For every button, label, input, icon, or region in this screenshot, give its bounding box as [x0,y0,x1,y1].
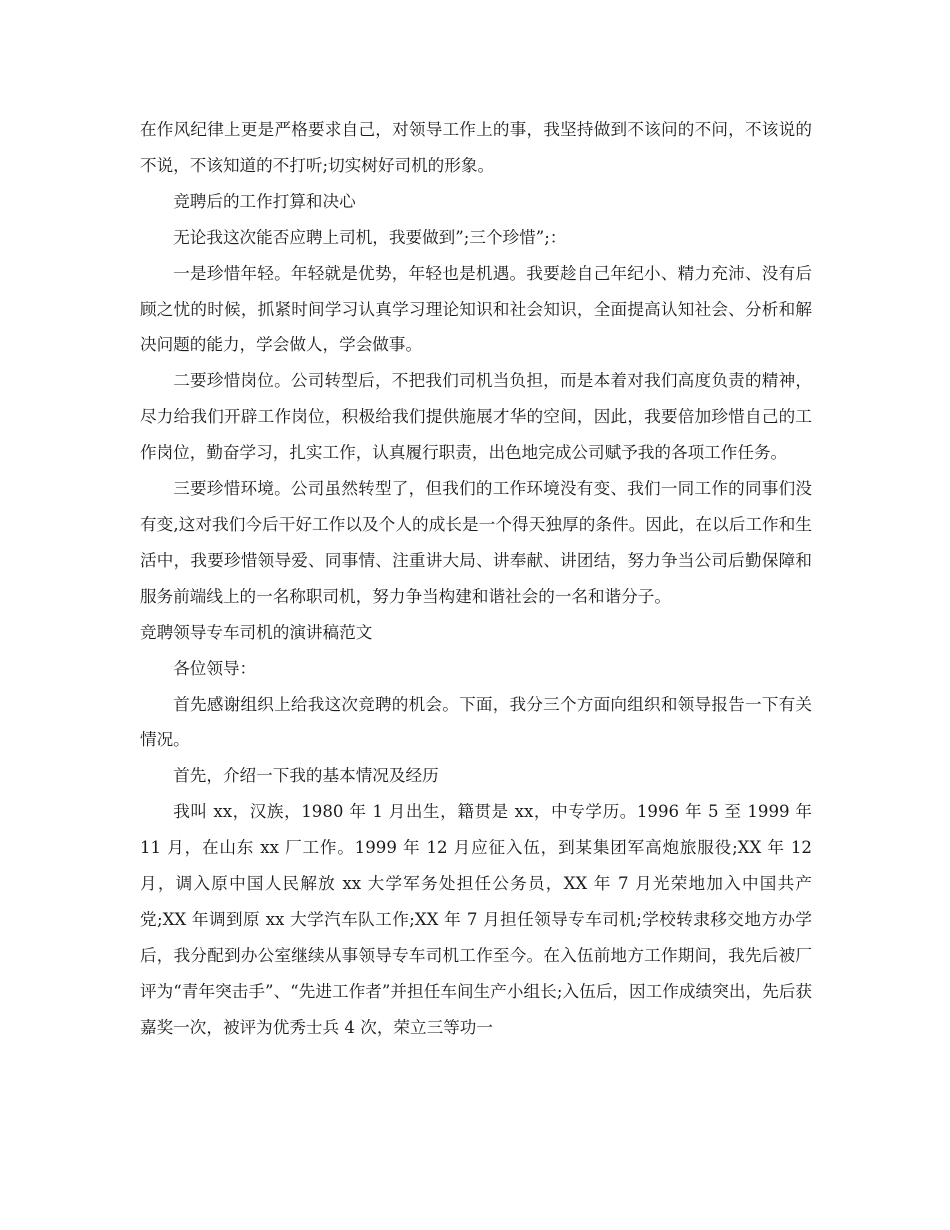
paragraph: 无论我这次能否应聘上司机，我要做到”;三个珍惜”;： [173,227,567,247]
paragraph: 首先感谢组织上给我这次竞聘的机会。下面，我分三个方面向组织和领导报告一下有关情况。 [140,694,812,750]
paragraph: 我叫 xx，汉族，1980 年 1 月出生，籍贯是 xx，中专学历。1996 年 5 至 1999 年 11 月，在山东 xx 厂工作。1999 年 12 月应征入伍，到某集团军高炮旅服役;XX 年 12 月，调入原中国人民解放 xx 大学军务处担任公务员，XX 年 7 月光荣地加入中国共产党;XX 年调到原 xx 大学汽车队工作;XX 年 7 月担任领导专车司机;学校转隶移交地方办学后，我分配到办公室继续从事领导专车司机工作至今。在入伍前地方工作期间，我先后被厂评为“青年突击手”、“先进工作者”并担任车间生产小组长;入伍后，因工作成绩突出，先后获嘉奖一次，被评为优秀士兵 4 次，荣立三等功一 [140,802,812,1037]
document-body [140,112,812,1046]
salutation: 各位领导： [173,658,257,678]
paragraph: 一是珍惜年轻。年轻就是优势，年轻也是机遇。我要趁自己年纪小、精力充沛、没有后顾之忧的时候，抓紧时间学习认真学习理论知识和社会知识，全面提高认知社会、分析和解决问题的能力，学会做人，学会做事。 [140,263,812,355]
document-title: 竞聘领导专车司机的演讲稿范文 [140,622,373,642]
paragraph-continued: 在作风纪律上更是严格要求自己，对领导工作上的事，我坚持做到不该问的不问，不该说的不说，不该知道的不打听;切实树好司机的形象。 [140,120,812,175]
paragraph: 三要珍惜环境。公司虽然转型了，但我们的工作环境没有变、我们一同工作的同事们没有变,这对我们今后干好工作以及个人的成长是一个得天独厚的条件。因此，在以后工作和生活中，我要珍惜领导爱、同事情、注重讲大局、讲奉献、讲团结，努力争当公司后勤保障和服务前端线上的一名称职司机，努力争当构建和谐社会的一名和谐分子。 [140,479,812,606]
paragraph: 二要珍惜岗位。公司转型后，不把我们司机当负担，而是本着对我们高度负责的精神，尽力给我们开辟工作岗位，积极给我们提供施展才华的空间，因此，我要倍加珍惜自己的工作岗位，勤奋学习，扎实工作，认真履行职责，出色地完成公司赋予我的各项工作任务。 [140,371,812,463]
section-heading-background: 首先，介绍一下我的基本情况及经历 [173,766,439,786]
section-heading-plans: 竞聘后的工作打算和决心 [173,191,356,211]
